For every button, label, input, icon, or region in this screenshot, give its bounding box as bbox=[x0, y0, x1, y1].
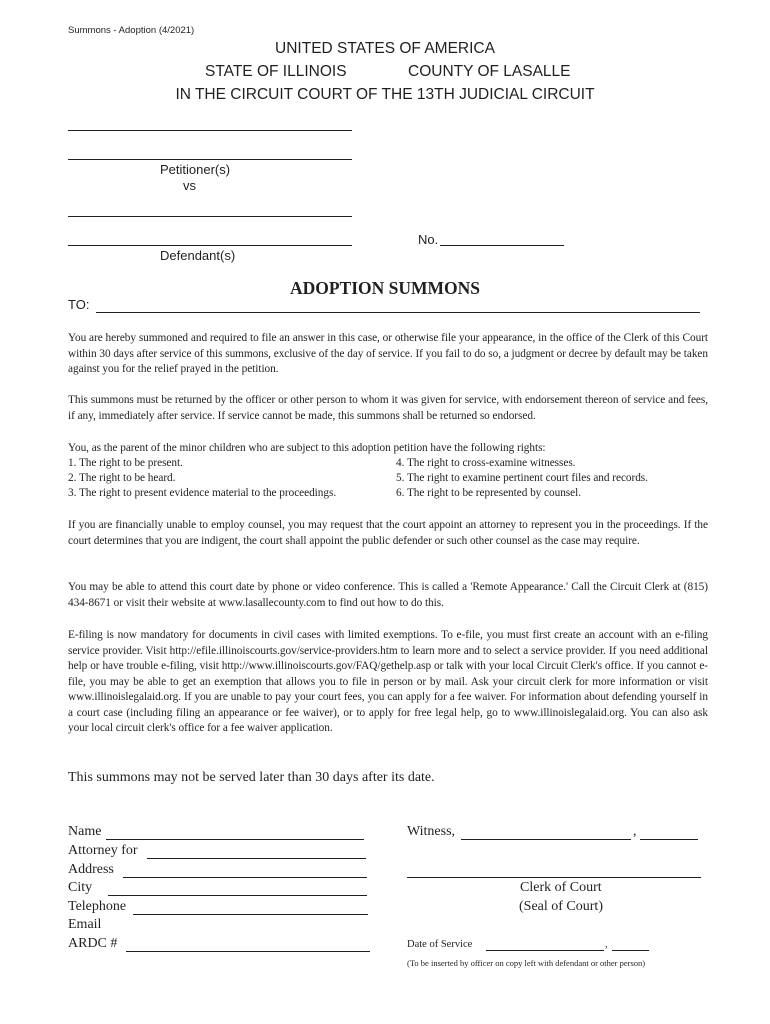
right-item: 3. The right to present evidence material to the proceedings. bbox=[68, 487, 337, 499]
form-id: Summons - Adoption (4/2021) bbox=[68, 25, 195, 36]
petitioner-line-2[interactable] bbox=[68, 159, 352, 160]
name-label: Name bbox=[68, 824, 102, 839]
city-field[interactable] bbox=[108, 895, 367, 896]
email-label: Email bbox=[68, 917, 102, 932]
petitioner-label: Petitioner(s) bbox=[160, 162, 231, 177]
ardc-label: ARDC # bbox=[68, 936, 118, 951]
paragraph-rights-intro: You, as the parent of the minor children who are subject to this adoption petition have the following rights: bbox=[68, 442, 546, 454]
paragraph-return: This summons must be returned by the officer or other person to whom it was given for service, with endorsement thereon of service and fees, if any, immediately after service. If service cannot be made, this summons shall be returned so endorsed. bbox=[68, 394, 708, 422]
telephone-label: Telephone bbox=[68, 899, 127, 914]
defendant-line-1[interactable] bbox=[68, 216, 352, 217]
date-of-service-comma: , bbox=[605, 939, 608, 950]
paragraph-remote: You may be able to attend this court date by phone or video conference. This is called a 'Remote Appearance.' Call the Circuit Clerk at (815) 434-8671 or visit their website at www.lasallecounty.com to find out how to do this. bbox=[68, 581, 708, 609]
city-label: City bbox=[68, 880, 93, 895]
vs-label: vs bbox=[183, 178, 196, 193]
witness-field[interactable] bbox=[461, 839, 631, 840]
right-item: 1. The right to be present. bbox=[68, 457, 183, 469]
paragraph-summoned: You are hereby summoned and required to file an answer in this case, or otherwise file your appearance, in the office of the Clerk of this Court within 30 days after service of this summons, exclusive of the day of service. If you fail to do so, a judgment or decree by default may be taken against you for the relief prayed in the petition. bbox=[68, 332, 708, 375]
paragraph-service-limit: This summons may not be served later than 30 days after its date. bbox=[68, 770, 435, 785]
right-item: 5. The right to examine pertinent court files and records. bbox=[396, 472, 648, 484]
witness-comma: , bbox=[633, 824, 637, 839]
defendant-label: Defendant(s) bbox=[160, 248, 236, 263]
address-field[interactable] bbox=[123, 877, 367, 878]
date-of-service-year-field[interactable] bbox=[612, 950, 649, 951]
address-label: Address bbox=[68, 862, 114, 877]
attorney-for-field[interactable] bbox=[147, 858, 366, 859]
case-no-label: No. bbox=[418, 232, 439, 247]
header-state: STATE OF ILLINOIS bbox=[205, 63, 347, 80]
date-of-service-label: Date of Service bbox=[407, 939, 473, 950]
attorney-for-label: Attorney for bbox=[68, 843, 138, 858]
paragraph-counsel: If you are financially unable to employ counsel, you may request that the court appoint an attorney to represent you in the proceedings. If the court determines that you are indigent, the court shall appoint the public defender or such other counsel as the case may require. bbox=[68, 519, 708, 547]
service-note: (To be inserted by officer on copy left with defendant or other person) bbox=[407, 958, 646, 968]
to-label: TO: bbox=[68, 297, 90, 312]
paragraph-efiling: E-filing is now mandatory for documents in civil cases with limited exemptions. To e-file, you must first create an account with an e-filing service provider. Visit http://efile.illinoiscourts.gov/service-providers.htm to learn more and to select a service provider. If you need additional help or have trouble e-filing, visit http://www.illinoiscourts.gov/FAQ/gethelp.asp or talk with your local Circuit Clerk's office. If you cannot e-file, you may be able to get an exemption that allows you to file in person or by mail. Ask your circuit clerk for more information or visit www.illinoislegalaid.org. If you are unable to pay your court fees, you can apply for a fee waiver. For information about defending yourself in a court case (including filing an appearance or fee waiver), or to apply for free legal help, go to www.illinoislegalaid.org. You can also ask your local circuit clerk's office for a fee waiver application. bbox=[68, 629, 708, 734]
document-title: ADOPTION SUMMONS bbox=[289, 278, 481, 298]
witness-year-field[interactable] bbox=[640, 839, 698, 840]
header-court: IN THE CIRCUIT COURT OF THE 13TH JUDICIAL CIRCUIT bbox=[175, 86, 595, 103]
header-county: COUNTY OF LASALLE bbox=[408, 63, 571, 80]
telephone-field[interactable] bbox=[133, 914, 368, 915]
case-no-field[interactable] bbox=[440, 245, 564, 246]
to-field[interactable] bbox=[96, 312, 700, 313]
ardc-field[interactable] bbox=[126, 951, 370, 952]
clerk-signature-line[interactable] bbox=[407, 877, 701, 878]
defendant-line-2[interactable] bbox=[68, 245, 352, 246]
clerk-of-court-label: Clerk of Court bbox=[520, 880, 602, 895]
header-country: UNITED STATES OF AMERICA bbox=[275, 40, 495, 57]
petitioner-line-1[interactable] bbox=[68, 130, 352, 131]
seal-label: (Seal of Court) bbox=[519, 899, 603, 914]
name-field[interactable] bbox=[106, 839, 364, 840]
right-item: 2. The right to be heard. bbox=[68, 472, 176, 484]
date-of-service-field[interactable] bbox=[486, 950, 604, 951]
witness-label: Witness, bbox=[407, 824, 456, 839]
right-item: 4. The right to cross-examine witnesses. bbox=[396, 457, 576, 469]
right-item: 6. The right to be represented by counsel. bbox=[396, 487, 581, 499]
